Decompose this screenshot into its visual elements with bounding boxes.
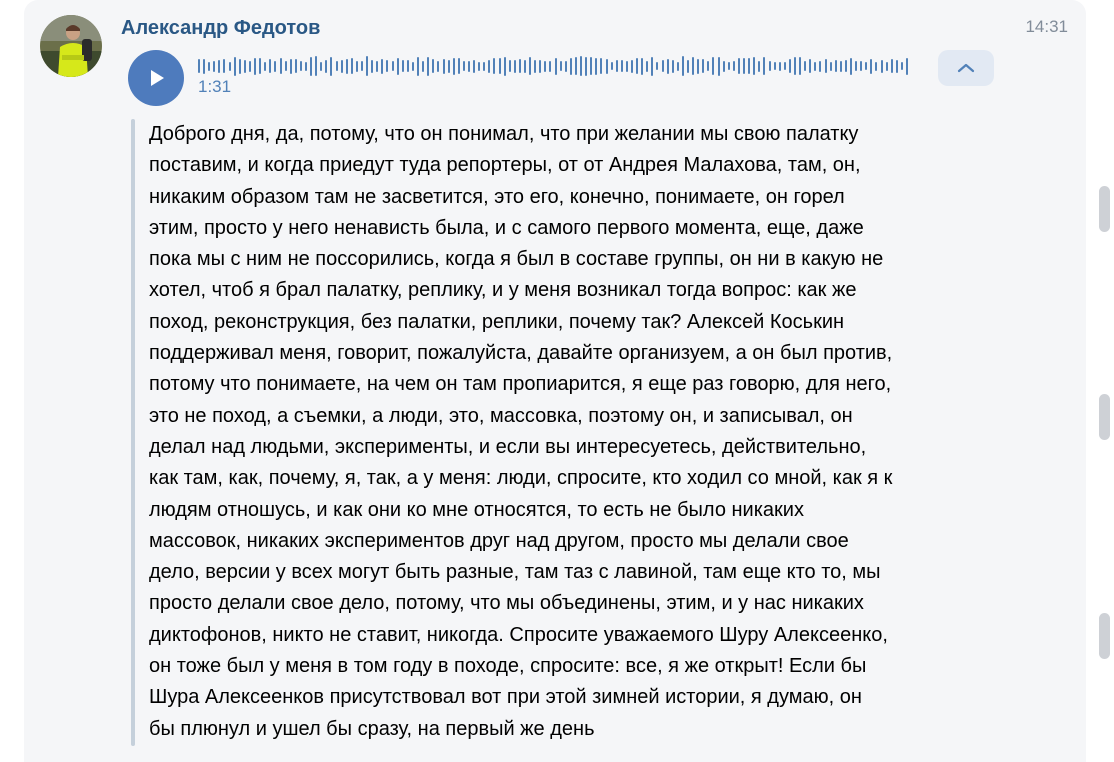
- waveform-bar: [330, 57, 332, 76]
- waveform-bar: [356, 61, 358, 72]
- voice-transcript: [149, 119, 1009, 745]
- waveform-bar: [656, 62, 658, 70]
- waveform-bar: [509, 60, 511, 72]
- waveform-bar: [397, 58, 399, 75]
- waveform-bar: [575, 57, 577, 75]
- waveform-bar: [264, 62, 266, 71]
- waveform-bar: [285, 61, 287, 71]
- waveform-bar: [611, 62, 613, 70]
- waveform-bar: [560, 61, 562, 71]
- waveform-bar: [488, 60, 490, 73]
- waveform-bar: [626, 61, 628, 72]
- waveform-bar: [662, 60, 664, 72]
- transcript-line: хотел, чтоб я брал палатку, реплику, и у меня возникал тогда вопрос: как же: [149, 279, 857, 302]
- waveform-bar: [493, 58, 495, 74]
- waveform-bar: [473, 60, 475, 73]
- waveform-bar: [809, 59, 811, 73]
- waveform-bar: [636, 58, 638, 74]
- waveform-bar: [850, 58, 852, 75]
- waveform-bar: [667, 59, 669, 74]
- transcript-line: людям отношусь, и как они ко мне относятся, то есть не было никаких: [149, 498, 804, 521]
- transcript-line: никаким образом там не засветится, это его, конечно, понимаете, он горел: [149, 185, 845, 208]
- waveform-bar: [412, 62, 414, 71]
- waveform-bar: [835, 60, 837, 72]
- waveform-bar: [432, 59, 434, 73]
- waveform-bar: [376, 61, 378, 72]
- play-icon: [144, 66, 168, 90]
- waveform-bar: [590, 57, 592, 75]
- waveform-bar: [223, 59, 225, 73]
- transcript-line: этим, просто у него ненависть была, и с самого первого момента, еще, даже: [149, 216, 864, 239]
- waveform-bar: [234, 57, 236, 76]
- waveform-bar: [213, 61, 215, 72]
- waveform-bar: [305, 62, 307, 71]
- waveform-bar: [784, 62, 786, 70]
- waveform-bar: [865, 62, 867, 70]
- waveform-bar: [504, 57, 506, 76]
- waveform-bar: [804, 61, 806, 71]
- waveform-bar: [758, 61, 760, 72]
- waveform-bar: [769, 61, 771, 71]
- waveform-bar: [743, 58, 745, 74]
- waveform-bar: [779, 62, 781, 71]
- transcript-line: потому что понимаете, на чем он там пропиарится, я еще раз говорю, для него,: [149, 373, 892, 396]
- waveform-bar: [239, 59, 241, 74]
- waveform-bar: [208, 62, 210, 71]
- waveform-bar: [687, 60, 689, 73]
- waveform-bar: [198, 59, 200, 73]
- waveform-bar: [529, 57, 531, 75]
- waveform-bar: [351, 58, 353, 74]
- waveform-bar: [544, 61, 546, 72]
- chevron-up-icon: [957, 62, 975, 74]
- waveform-bar: [825, 59, 827, 73]
- waveform-bar: [631, 60, 633, 73]
- message-time: 14:31: [1025, 17, 1068, 36]
- waveform-bar: [677, 62, 679, 71]
- waveform-bar: [427, 57, 429, 76]
- waveform-bar: [774, 62, 776, 70]
- transcript-line: как там, как, почему, я, так, а у меня: люди, спросите, кто ходил со мной, как я к: [149, 467, 893, 490]
- waveform-bar: [218, 60, 220, 73]
- waveform-bar: [549, 61, 551, 72]
- waveform-bar: [840, 61, 842, 72]
- waveform-bar: [906, 58, 908, 75]
- transcript-line: диктофонов, никто не ставит, никогда. Спросите уважаемого Шуру Алексеенко,: [149, 623, 888, 646]
- waveform-bar: [723, 61, 725, 72]
- scrollbar-thumb[interactable]: [1099, 394, 1110, 440]
- waveform-bar: [819, 61, 821, 72]
- waveform-bar: [799, 57, 801, 75]
- waveform-bar: [814, 62, 816, 71]
- waveform-bar: [483, 62, 485, 71]
- waveform-bar: [718, 57, 720, 76]
- waveform-bar: [733, 61, 735, 71]
- waveform-bar: [901, 62, 903, 70]
- waveform-bar: [310, 57, 312, 76]
- waveform-bar: [870, 59, 872, 74]
- waveform-bar: [707, 61, 709, 71]
- waveform-bar: [524, 60, 526, 73]
- waveform-bar: [468, 61, 470, 72]
- waveform-bar: [417, 57, 419, 76]
- waveform-bar: [274, 61, 276, 72]
- transcript-line: бы плюнул и ушел бы сразу, на первый же день: [149, 717, 595, 740]
- waveform-bar: [886, 62, 888, 71]
- waveform-bar: [875, 62, 877, 71]
- user-avatar-photo: [40, 15, 102, 77]
- waveform-bar: [606, 59, 608, 74]
- waveform-bar: [402, 60, 404, 72]
- waveform-bar: [315, 56, 317, 76]
- waveform-bar: [361, 61, 363, 71]
- waveform-bar: [651, 57, 653, 76]
- waveform-bar: [728, 62, 730, 70]
- waveform-bar: [692, 57, 694, 75]
- waveform-bar: [570, 58, 572, 75]
- waveform-bar: [712, 57, 714, 75]
- waveform-bar: [595, 58, 597, 75]
- waveform-bar: [458, 58, 460, 74]
- waveform-bar: [229, 62, 231, 71]
- waveform-bar: [565, 61, 567, 72]
- waveform-bar: [244, 60, 246, 73]
- waveform-bar: [443, 59, 445, 74]
- waveform-bar: [381, 59, 383, 74]
- waveform-bar: [325, 60, 327, 73]
- waveform-bar: [249, 61, 251, 72]
- transcript-line: просто делали свое дело, потому, что мы объединены, этим, и у нас никаких: [149, 592, 864, 615]
- play-button[interactable]: [128, 50, 184, 106]
- transcript-quote-bar: [131, 119, 135, 746]
- waveform-bar: [672, 60, 674, 73]
- waveform-bar: [702, 59, 704, 73]
- waveform-bar: [555, 58, 557, 75]
- waveform-bar: [845, 60, 847, 72]
- waveform-bar: [422, 61, 424, 72]
- waveform-bar: [280, 58, 282, 74]
- waveform-bar: [336, 61, 338, 71]
- transcript-line: поход, реконструкция, без палатки, реплики, почему так? Алексей Коськин: [149, 310, 845, 333]
- scrollbar-thumb[interactable]: [1099, 186, 1110, 232]
- transcript-line: поставим, и когда приедут туда репортеры, от от Андрея Малахова, там, он,: [149, 154, 861, 177]
- waveform-bar: [341, 60, 343, 73]
- waveform-bar: [300, 61, 302, 71]
- waveform-bar: [534, 60, 536, 73]
- author-name[interactable]: Александр Федотов: [121, 17, 321, 39]
- waveform-bar: [269, 59, 271, 73]
- transcript-line: пока мы с ним не поссорились, когда я был в составе группы, он ни в какую не: [149, 248, 884, 271]
- waveform-bar: [585, 57, 587, 76]
- waveform-bar: [881, 60, 883, 73]
- waveform-bar: [346, 59, 348, 74]
- waveform-bar: [386, 60, 388, 72]
- waveform-bar: [519, 59, 521, 73]
- waveform-bar: [763, 57, 765, 75]
- transcript-line: Доброго дня, да, потому, что он понимал, что при желании мы свою палатку: [149, 123, 859, 145]
- transcript-line: массовок, никаких экспериментов друг над другом, просто мы делали свое: [149, 529, 849, 552]
- voice-duration: 1:31: [198, 77, 232, 96]
- waveform-bar: [453, 58, 455, 75]
- transcript-line: Шура Алексеенков присутствовал вот при этой зимней истории, я думаю, он: [149, 686, 862, 709]
- waveform-bar: [499, 58, 501, 74]
- scrollbar-thumb[interactable]: [1099, 613, 1110, 659]
- waveform-bar: [860, 61, 862, 71]
- waveform-bar: [371, 60, 373, 73]
- collapse-transcript-button[interactable]: [938, 50, 994, 86]
- transcript-line: дело, версии у всех могут быть разные, там таз с лавиной, там еще кто то, мы: [149, 561, 881, 584]
- waveform-bar: [646, 61, 648, 72]
- waveform-bar: [539, 60, 541, 73]
- transcript-line: делал над людьми, эксперименты, и если вы интересуетесь, действительно,: [149, 435, 867, 458]
- waveform-bar: [478, 62, 480, 71]
- waveform-bar: [254, 58, 256, 75]
- transcript-line: поддерживал меня, говорит, пожалуйста, давайте организуем, а он был против,: [149, 342, 893, 365]
- waveform-bar: [295, 59, 297, 73]
- waveform-bar: [514, 60, 516, 73]
- waveform-bar: [896, 60, 898, 73]
- waveform-bar: [697, 59, 699, 74]
- waveform-bar: [203, 59, 205, 74]
- waveform-bar: [463, 61, 465, 71]
- waveform-bar: [682, 56, 684, 76]
- waveform-bar: [580, 56, 582, 76]
- transcript-line: это не поход, а съемки, а люди, это, массовка, поэтому он, и записывал, он: [149, 404, 853, 427]
- waveform-bar: [748, 58, 750, 74]
- waveform-bar: [753, 57, 755, 75]
- waveform-bar: [437, 61, 439, 72]
- waveform-bar: [855, 61, 857, 71]
- waveform-bar: [290, 59, 292, 74]
- waveform-bar: [641, 58, 643, 75]
- waveform-bar: [259, 58, 261, 74]
- avatar[interactable]: [40, 15, 102, 77]
- audio-waveform[interactable]: [198, 55, 910, 77]
- waveform-bar: [600, 58, 602, 74]
- waveform-bar: [616, 60, 618, 72]
- waveform-bar: [891, 59, 893, 73]
- waveform-bar: [789, 59, 791, 73]
- waveform-bar: [392, 61, 394, 71]
- waveform-bar: [830, 62, 832, 71]
- waveform-bar: [320, 62, 322, 71]
- waveform-bar: [407, 60, 409, 72]
- waveform-bar: [738, 58, 740, 74]
- waveform-bar: [621, 60, 623, 72]
- waveform-bar: [794, 57, 796, 75]
- waveform-bar: [366, 56, 368, 76]
- waveform-bar: [448, 60, 450, 73]
- transcript-line: он тоже был у меня в том году в походе, спросите: все, я же открыт! Если бы: [149, 655, 867, 678]
